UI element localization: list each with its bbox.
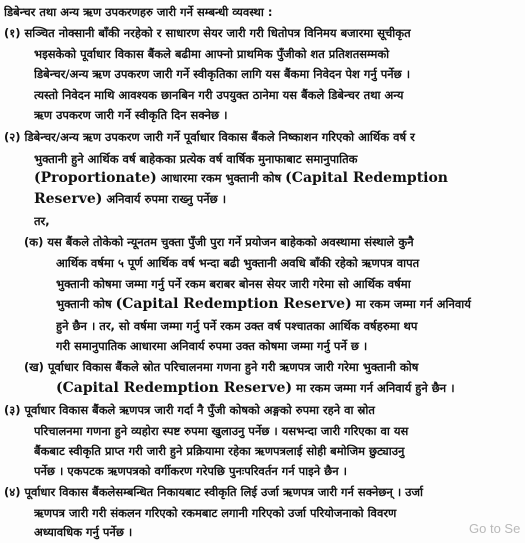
line-text: बैंकबाट स्वीकृति प्राप्त गरी जारी हुने प्रक्रियामा रहेका ऋणपत्रलाई सोही बमोजिम छुट्याउनु [34,444,405,458]
line-13 [56,274,521,294]
line-2 [34,44,521,64]
line-text: पर्नेछ । एकपटक ऋणपत्रको वर्गीकरण गरेपछि पुनःपरिवर्तन गर्न पाइने छैन । [34,464,347,478]
english-term: Reserve) [34,191,103,207]
line-text: मा रकम जम्मा गर्न अनिवार्य [355,297,471,311]
line-text: डिबेन्चर/अन्य ऋण उपकरण जारी गर्ने पूर्वाधार विकास बैंकले निष्काशन गरिएको आर्थिक वर्ष र [24,130,415,144]
line-8 [34,168,521,188]
line-text: हुने छैन । तर, सो वर्षमा जम्मा गर्नु पर्ने रकम उक्त वर्ष पश्चातका आर्थिक वर्षहरुमा थप [56,319,418,333]
line-text: आर्थिक वर्षमा ५ पूर्ण आर्थिक वर्ष भन्दा बढी भुक्तानी अवधि बाँकी रहेको ऋणपत्र वापत [56,256,420,270]
activation-watermark: Go to Se [469,521,521,536]
line-text: भुक्तानी कोषमा जम्मा गर्नु पर्ने रकम बराबर बोनस सेयर जारी गरेमा सो आर्थिक वर्षमा [56,277,411,291]
line-text: भुक्तानी कोष [56,297,112,311]
line-1 [4,23,521,43]
line-10 [34,211,521,231]
english-term: (Proportionate) [34,170,157,186]
line-text: ऋणपत्र जारी गरी संकलन गरिएको रकमबाट लगानी गरिएको उर्जा परियोजनाको विवरण [34,506,397,520]
line-5 [34,105,521,125]
line-9 [34,189,521,209]
line-text: अनिवार्य रुपमा राख्नु पर्नेछ । [106,192,227,206]
line-7 [34,149,521,169]
english-term: (Capital Redemption Reserve) [115,296,352,312]
heading-text: डिबेन्चर तथा अन्य ऋण उपकरणहरु जारी गर्ने सम्बन्धी व्यवस्था : [4,5,273,19]
line-20 [34,421,521,441]
line-text: परिचालनमा गणना हुने व्यहोरा स्पष्ट रुपमा खुलाउनु पर्नेछ । यसभन्दा जारी गरिएका वा यस [34,424,409,438]
line-15 [56,316,521,336]
line-text: त्यस्तो निवेदन माथि आवश्यक छानबिन गरी उपयुक्त ठानेमा यस बैंकले डिबेन्चर तथा अन्य [34,88,404,102]
line-6 [4,127,521,147]
line-21 [34,441,521,461]
line-22 [34,461,521,481]
clause-marker: (२) [4,130,21,144]
line-text: मा रकम जम्मा गर्न अनिवार्य हुने छैन । [296,381,455,395]
line-text: तर, [34,214,50,228]
clause-marker: (ख) [24,360,44,374]
line-23 [4,482,521,502]
line-16 [56,336,521,356]
line-12 [56,253,521,273]
line-11 [24,232,521,252]
clause-marker: (क) [24,235,44,249]
clause-marker: (३) [4,403,21,417]
english-term: (Capital Redemption [285,170,448,186]
line-text: डिबेन्चर/अन्य ऋण उपकरण जारी गर्ने स्वीकृतिका लागि यस बैंकमा निवेदन पेश गर्नु पर्नेछ । [34,67,411,81]
line-4 [34,85,521,105]
line-3 [34,64,521,84]
clause-marker: (४) [4,485,21,499]
line-text: अध्यावधिक गर्नु पर्नेछ । [34,525,133,539]
line-24 [34,503,521,523]
line-text: भइसकेको पूर्वाधार विकास बैंकले बढीमा आफ्नो प्राथमिक पुँजीको शत प्रतिशतसम्मको [34,47,390,61]
line-25 [34,522,464,542]
section-heading [4,2,521,22]
line-14 [56,294,521,314]
clause-marker: (१) [4,26,21,40]
line-text: पूर्वाधार विकास बैंकले ऋणपत्र जारी गर्दा नै पुँजी कोषको अङ्गको रुपमा रहने वा स्रोत [24,403,375,417]
line-18 [56,378,521,398]
line-text: भुक्तानी हुने आर्थिक वर्ष बाहेकका प्रत्येक वर्ष वार्षिक मुनाफाबाट समानुपातिक [34,152,358,166]
english-term: (Capital Redemption Reserve) [56,380,293,396]
line-text: पूर्वाधार विकास बैंकलेसम्बन्धित निकायबाट स्वीकृति लिई उर्जा ऋणपत्र जारी गर्न सक्नेछन् । उर्जा [24,485,423,499]
line-text: पूर्वाधार विकास बैंकले स्रोत परिचालनमा गणना हुने गरी ऋणपत्र जारी गरेमा भुक्तानी कोष [47,360,419,374]
line-text: यस बैंकले तोकेको न्यूनतम चुक्ता पुँजी पुरा गर्ने प्रयोजन बाहेकको अवस्थामा संस्थाले कुनै [47,235,414,249]
line-text: आधारमा रकम भुक्तानी कोष [160,171,282,185]
line-text: सञ्चित नोक्सानी बाँकी नरहेको र साधारण सेयर जारी गरी धितोपत्र विनिमय बजारमा सूचीकृत [24,26,411,40]
line-text: गरी समानुपातिक आधारमा अनिवार्य रुपमा उक्त कोषमा जम्मा गर्नु पर्ने छ । [56,339,368,353]
line-17 [24,357,521,377]
line-19 [4,400,521,420]
line-text: ऋण उपकरण जारी गर्ने स्वीकृति दिन सक्नेछ । [34,108,228,122]
